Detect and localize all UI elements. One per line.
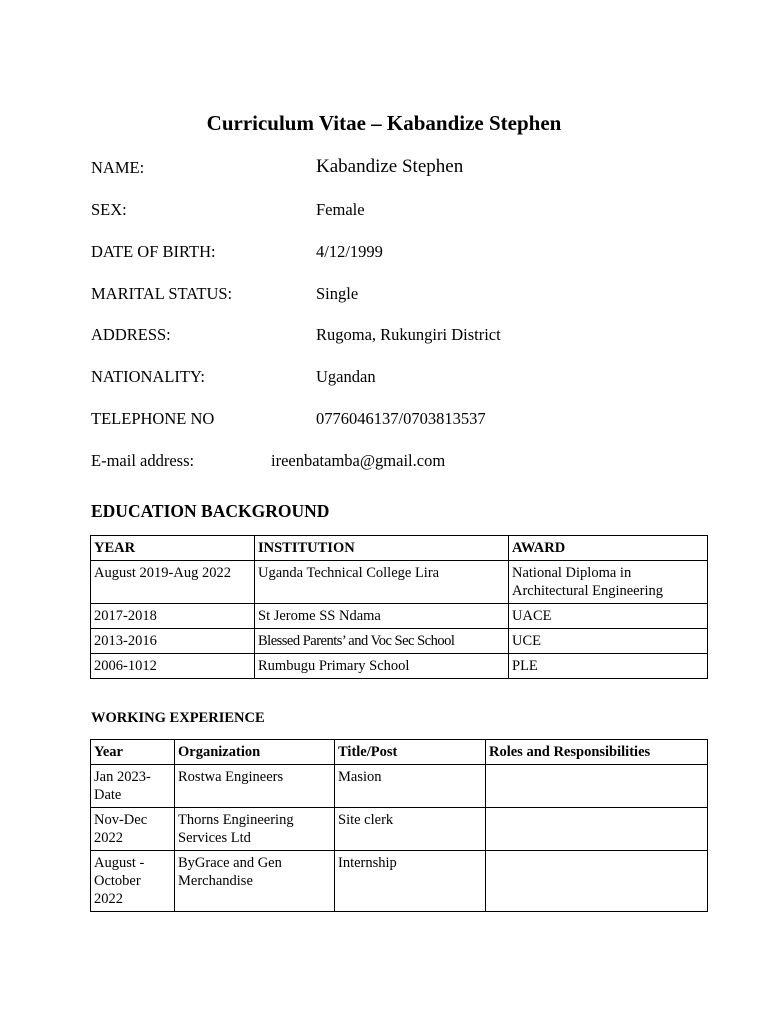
telephone-label: TELEPHONE NO <box>91 409 215 428</box>
dob-label: DATE OF BIRTH: <box>91 242 216 261</box>
header-institution: INSTITUTION <box>255 536 509 561</box>
cell-award: UCE <box>509 629 708 654</box>
table-row <box>91 604 708 629</box>
page-title: Curriculum Vitae – Kabandize Stephen <box>206 111 562 135</box>
cell-roles <box>486 765 708 808</box>
marital-status-label: MARITAL STATUS: <box>91 284 233 303</box>
education-heading: EDUCATION BACKGROUND <box>91 501 330 521</box>
nationality-value: Ugandan <box>316 367 376 386</box>
cell-award: UACE <box>509 604 708 629</box>
cell-organization: Thorns Engineering Services Ltd <box>175 808 335 851</box>
table-row <box>91 654 708 679</box>
sex-label: SEX: <box>91 200 127 219</box>
cell-year: August 2019-Aug 2022 <box>91 561 255 604</box>
address-label: ADDRESS: <box>91 325 171 344</box>
cell-year: Jan 2023-Date <box>91 765 175 808</box>
telephone-value: 0776046137/0703813537 <box>316 409 486 428</box>
table-row <box>91 765 708 808</box>
cell-institution: Rumbugu Primary School <box>255 654 509 679</box>
marital-status-value: Single <box>316 284 359 303</box>
table-header-row <box>91 740 708 765</box>
email-label: E-mail address: <box>91 451 195 470</box>
cell-award: PLE <box>509 654 708 679</box>
cell-title-post: Internship <box>335 851 486 912</box>
cell-institution: Blessed Parents’ and Voc Sec School <box>255 629 509 654</box>
cell-year: 2006-1012 <box>91 654 255 679</box>
dob-value: 4/12/1999 <box>316 242 383 261</box>
sex-value: Female <box>316 200 365 219</box>
header-year: YEAR <box>91 536 255 561</box>
work-experience-table <box>90 739 708 912</box>
cell-roles <box>486 851 708 912</box>
cell-organization: ByGrace and Gen Merchandise <box>175 851 335 912</box>
cell-award: National Diploma in Architectural Engineering <box>509 561 708 604</box>
cell-title-post: Site clerk <box>335 808 486 851</box>
email-value: ireenbatamba@gmail.com <box>271 451 446 470</box>
cell-organization: Rostwa Engineers <box>175 765 335 808</box>
cell-year: 2017-2018 <box>91 604 255 629</box>
cell-institution: St Jerome SS Ndama <box>255 604 509 629</box>
address-value: Rugoma, Rukungiri District <box>316 325 501 344</box>
header-award: AWARD <box>509 536 708 561</box>
education-table <box>90 535 708 679</box>
name-value: Kabandize Stephen <box>316 156 464 177</box>
table-row <box>91 808 708 851</box>
table-row <box>91 561 708 604</box>
cell-year: 2013-2016 <box>91 629 255 654</box>
header-organization: Organization <box>175 740 335 765</box>
table-row <box>91 851 708 912</box>
nationality-label: NATIONALITY: <box>91 367 205 386</box>
work-experience-heading: WORKING EXPERIENCE <box>91 710 265 726</box>
header-roles: Roles and Responsibilities <box>486 740 708 765</box>
cell-institution: Uganda Technical College Lira <box>255 561 509 604</box>
table-header-row <box>91 536 708 561</box>
name-label: NAME: <box>91 158 145 177</box>
header-year: Year <box>91 740 175 765</box>
cell-title-post: Masion <box>335 765 486 808</box>
cell-year: August - October 2022 <box>91 851 175 912</box>
cell-year: Nov-Dec 2022 <box>91 808 175 851</box>
cell-roles <box>486 808 708 851</box>
table-row <box>91 629 708 654</box>
header-title-post: Title/Post <box>335 740 486 765</box>
